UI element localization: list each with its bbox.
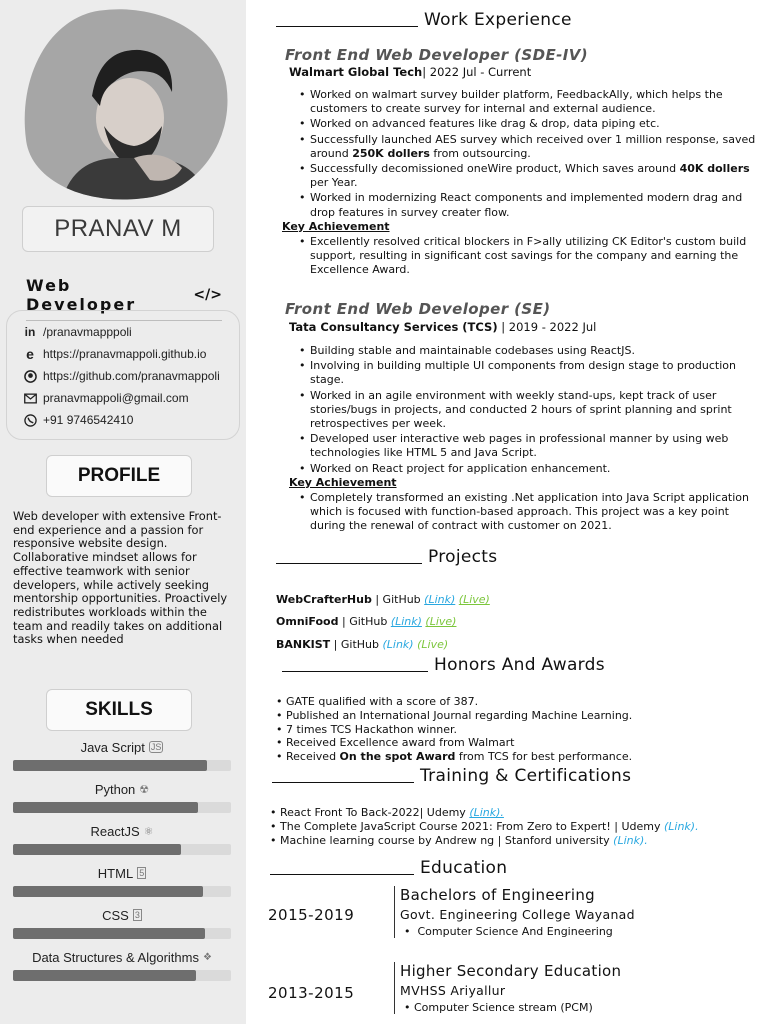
job-1-bullets (299, 88, 759, 221)
skill-track (13, 886, 231, 897)
education-years: 2013-2015 (268, 984, 355, 1002)
bullet-item: • Building stable and maintainable codebases using ReactJS. (299, 344, 759, 358)
training-heading (272, 766, 631, 786)
project-name: OmniFood (276, 615, 339, 628)
contact-website[interactable] (23, 343, 239, 365)
skill-bar-fill (13, 928, 205, 939)
skill-reactjs (13, 822, 231, 855)
training-link[interactable]: (Link). (663, 819, 699, 833)
bullet-item: • Received Excellence award from Walmart (276, 736, 632, 750)
skill-label: Java Script (80, 739, 145, 755)
mail-icon (23, 391, 37, 405)
react-icon: ⚛ (143, 825, 154, 838)
contact-email[interactable] (23, 387, 239, 409)
job-1-key-achievement-label: Key Achievement (282, 220, 390, 233)
stream: • Computer Science stream (PCM) (404, 1001, 593, 1014)
training-text: React Front To Back-2022| Udemy (280, 806, 470, 819)
skill-track (13, 928, 231, 939)
bullet-item: • Developed user interactive web pages in professional manner by using web technologies like HTML 5 and Java Script. (299, 432, 759, 460)
job-1-key-bullets (299, 235, 759, 279)
skill-bar-fill (13, 760, 207, 771)
bullet-item: • Published an International Journal regarding Machine Learning. (276, 709, 632, 723)
job-date: 2019 - 2022 Jul (508, 320, 597, 334)
project-name: WebCrafterHub (276, 593, 372, 606)
contact-text: pranavmappoli@gmail.com (43, 391, 189, 405)
bullet-item: • GATE qualified with a score of 387. (276, 695, 632, 709)
project-live-link[interactable]: (Live) (417, 638, 449, 651)
js-icon: JS (150, 742, 162, 752)
bullet-item: • Worked in modernizing React components and implemented modern drag and drop features in survey creater flow. (299, 191, 759, 219)
skill-label: HTML (97, 865, 134, 881)
degree: Bachelors of Engineering (400, 886, 595, 904)
bullet-item: • Involving in building multiple UI components from design stage to production stage. (299, 359, 759, 387)
dropbox-icon: ❖ (202, 951, 212, 963)
project-link[interactable]: (Link) (390, 615, 422, 628)
project-host: GitHub (382, 593, 421, 606)
skill-track (13, 802, 231, 813)
skill-css (13, 906, 231, 939)
python-icon: ☢ (139, 783, 150, 796)
skill-html (13, 864, 231, 897)
skill-bar-fill (13, 970, 196, 981)
contact-text: https://pranavmappoli.github.io (43, 347, 207, 361)
training-item (270, 820, 699, 834)
skill-bar-fill (13, 844, 181, 855)
skill-bar-fill (13, 802, 198, 813)
stream-text: Computer Science stream (PCM) (414, 1001, 593, 1014)
project-item: BANKIST | GitHub (Link) (Live) (276, 638, 449, 651)
skill-label: ReactJS (90, 823, 140, 839)
degree: Higher Secondary Education (400, 962, 622, 980)
contact-box (6, 310, 240, 440)
job-date: 2022 Jul - Current (429, 65, 532, 79)
css3-icon: 3 (134, 910, 140, 920)
training-list (270, 806, 699, 847)
contact-phone[interactable] (23, 409, 239, 431)
profile-text: Web developer with extensive Front-end experience and a passion for responsive website design. Collaborative mindset allows for effective teamwork with senior developers, while actively seeking mentorship opportunities. Proactively redistributes workloads within the team and readily takes on additional tasks when needed (13, 509, 228, 647)
project-host: GitHub (349, 615, 388, 628)
project-host: GitHub (340, 638, 379, 651)
skills-heading: SKILLS (46, 689, 192, 731)
skill-label: Data Structures & Algorithms (32, 949, 199, 965)
heading-text: Projects (428, 547, 498, 567)
company-name: Walmart Global Tech (289, 65, 423, 79)
bullet-item: • 7 times TCS Hackathon winner. (276, 723, 632, 737)
skill-track (13, 970, 231, 981)
training-text: The Complete JavaScript Course 2021: From Zero to Expert! | Udemy (280, 819, 664, 833)
job-1-title: Front End Web Developer (SDE-IV) (285, 46, 588, 64)
github-icon (23, 369, 37, 383)
contact-linkedin[interactable] (23, 321, 239, 343)
work-experience-heading (276, 10, 572, 30)
job-2-bullets (299, 344, 759, 477)
linkedin-icon: in (24, 325, 36, 339)
contact-text: https://github.com/pranavmappoli (43, 369, 220, 383)
main-content (246, 0, 768, 1024)
phone-icon (23, 413, 37, 427)
institute: MVHSS Ariyallur (400, 983, 506, 998)
project-name: BANKIST (276, 638, 331, 651)
contact-text: +91 9746542410 (43, 413, 134, 427)
bullet-item: • Worked in an agile environment with weekly stand-ups, kept track of user stories/bugs in projects, and conducted 2 hours of sprint planning and sprint retrospectives per week. (299, 389, 759, 432)
training-link[interactable]: (Link). (469, 806, 504, 819)
contact-text: /pranavmapppoli (43, 325, 132, 339)
edge-icon: e (26, 346, 34, 362)
bullet-item: • Successfully launched AES survey which received over 1 million response, saved around 250K dollers from outsourcing. (299, 133, 759, 161)
separator: | (497, 320, 509, 334)
skill-bar-fill (13, 886, 203, 897)
heading-text: Work Experience (424, 10, 572, 30)
honors-list (276, 695, 632, 764)
training-item (270, 806, 699, 820)
heading-text: Training & Certifications (420, 766, 632, 786)
project-link[interactable]: (Link) (382, 638, 414, 651)
profile-photo (10, 0, 241, 213)
training-link[interactable]: (Link). (613, 833, 648, 847)
job-title: Web Developer (26, 276, 137, 314)
profile-heading: PROFILE (46, 455, 192, 497)
job-2-title: Front End Web Developer (SE) (285, 300, 551, 318)
skill-label: CSS (102, 907, 129, 923)
skill-track (13, 844, 231, 855)
job-2-key-achievement-label: Key Achievement (289, 476, 397, 489)
bullet-item: • Successfully decomissioned oneWire product, Which saves around 40K dollers per Year. (299, 162, 759, 190)
bullet-item: • Worked on React project for application enhancement. (299, 462, 759, 476)
contact-github[interactable] (23, 365, 239, 387)
job-2-company (289, 320, 596, 334)
education-item (394, 962, 621, 1014)
project-item: WebCrafterHub | GitHub (Link) (Live) (276, 593, 490, 606)
job-2-key-bullets (299, 491, 759, 535)
projects-heading (276, 547, 497, 567)
stream: • Computer Science And Engineering (404, 925, 613, 938)
skill-dsa (13, 948, 231, 981)
training-text: Machine learning course by Andrew ng | Stanford university (280, 833, 614, 847)
heading-text: Honors And Awards (434, 655, 605, 675)
candidate-name: PRANAV M (22, 206, 214, 252)
education-item (394, 886, 635, 938)
skill-label: Python (94, 781, 136, 797)
education-heading (270, 858, 507, 878)
separator: | (422, 65, 430, 79)
project-live-link[interactable]: (Live) (425, 615, 457, 628)
training-item (270, 834, 699, 848)
project-link[interactable]: (Link) (424, 593, 456, 606)
job-1-company (289, 65, 531, 79)
bullet-item: • Completely transformed an existing .Net application into Java Script application which is focused with function-based approach. This project was a key point during the renewal of contract with customer on 2021. (299, 491, 759, 534)
heading-text: Education (420, 858, 508, 878)
sidebar (0, 0, 246, 1024)
project-live-link[interactable]: (Live) (458, 593, 490, 606)
skill-javascript (13, 738, 231, 771)
skill-track (13, 760, 231, 771)
company-name: Tata Consultancy Services (TCS) (289, 320, 498, 334)
skill-python (13, 780, 231, 813)
stream-text: Computer Science And Engineering (417, 925, 613, 938)
code-icon: </> (193, 287, 222, 303)
project-item: OmniFood | GitHub (Link) (Live) (276, 615, 457, 628)
education-years: 2015-2019 (268, 906, 355, 924)
bullet-item: • Excellently resolved critical blockers in F>ally utilizing CK Editor's custom build support, resulting in significant cost savings for the company and earning the Excellence Award. (299, 235, 759, 278)
bullet-item: • Worked on advanced features like drag & drop, data piping etc. (299, 117, 759, 131)
bullet-item: • Worked on walmart survey builder platform, FeedbackAlly, which helps the customers to create survey for internal and external audience. (299, 88, 759, 116)
bullet-item: • Received On the spot Award from TCS for best performance. (276, 750, 632, 764)
honors-heading (282, 655, 605, 675)
institute: Govt. Engineering College Wayanad (400, 907, 635, 922)
html5-icon: 5 (139, 868, 145, 878)
